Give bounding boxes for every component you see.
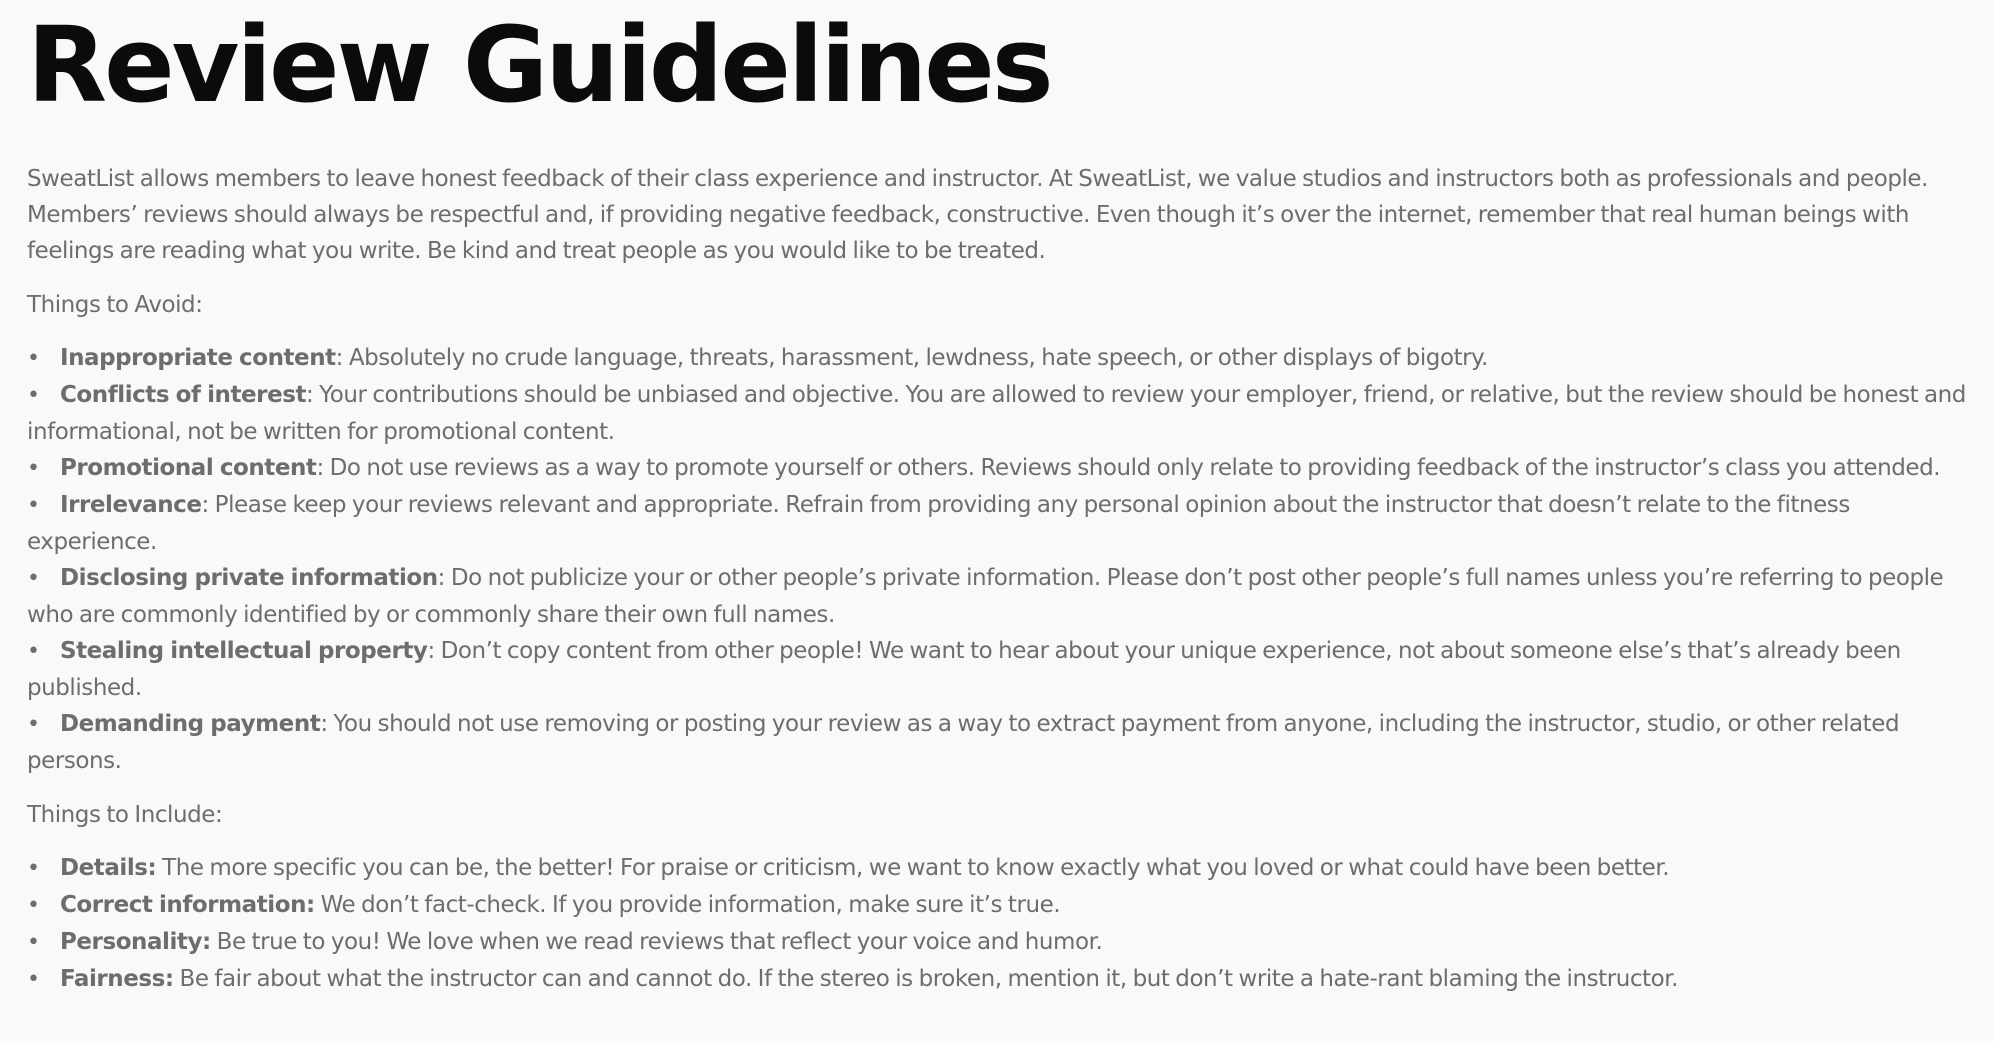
bullet-icon xyxy=(27,560,60,597)
item-text: : Your contributions should be unbiased and objective. You are allowed to review your employer, friend, or relative, but the review should be honest and informational, not be written for promotional content. xyxy=(27,382,1966,445)
bullet-icon xyxy=(27,887,60,924)
item-term: Correct information: xyxy=(60,892,315,918)
include-section-label: Things to Include: xyxy=(27,802,223,828)
list-item xyxy=(27,450,1968,487)
bullet-icon xyxy=(27,487,60,524)
item-term: Irrelevance xyxy=(60,492,202,518)
avoid-list xyxy=(27,340,1968,779)
list-item xyxy=(27,377,1968,450)
item-text: : Do not publicize your or other people’s private information. Please don’t post other people’s full names unless you’re referring to people who are commonly identified by or commonly share their own full names. xyxy=(27,565,1944,628)
bullet-icon xyxy=(27,377,60,414)
item-term: Fairness: xyxy=(60,966,174,992)
list-item xyxy=(27,924,1968,961)
list-item xyxy=(27,340,1968,377)
item-text: Be fair about what the instructor can and cannot do. If the stereo is broken, mention it, but don’t write a hate-rant blaming the instructor. xyxy=(173,966,1678,992)
item-text: : Don’t copy content from other people! We want to hear about your unique experience, not about someone else’s that’s already been published. xyxy=(27,638,1901,701)
item-term: Promotional content xyxy=(60,455,317,481)
item-text: : You should not use removing or posting your review as a way to extract payment from anyone, including the instructor, studio, or other related persons. xyxy=(27,711,1900,774)
item-term: Demanding payment xyxy=(60,711,321,737)
item-term: Conflicts of interest xyxy=(60,382,306,408)
list-item xyxy=(27,961,1968,998)
bullet-icon xyxy=(27,706,60,743)
item-term: Stealing intellectual property xyxy=(60,638,428,664)
bullet-icon xyxy=(27,633,60,670)
avoid-section-label: Things to Avoid: xyxy=(27,292,203,318)
list-item xyxy=(27,850,1968,887)
list-item xyxy=(27,706,1968,779)
intro-paragraph: SweatList allows members to leave honest feedback of their class experience and instructor. At SweatList, we value studios and instructors both as professionals and people. Members’ reviews should always be respectful and, if providing negative feedback, constructive. Even though it’s over the internet, remember that real human beings with feelings are reading what you write. Be kind and treat people as you would like to be treated. xyxy=(27,166,1928,264)
item-text: We don’t fact-check. If you provide information, make sure it’s true. xyxy=(314,892,1061,918)
item-term: Details: xyxy=(60,855,157,881)
item-text: The more specific you can be, the better! For praise or criticism, we want to know exactly what you loved or what could have been better. xyxy=(156,855,1670,881)
bullet-icon xyxy=(27,850,60,887)
list-item xyxy=(27,887,1968,924)
page-title: Review Guidelines xyxy=(27,4,1051,126)
list-item xyxy=(27,633,1968,706)
item-term: Disclosing private information xyxy=(60,565,438,591)
bullet-icon xyxy=(27,961,60,998)
bullet-icon xyxy=(27,924,60,961)
item-text: : Absolutely no crude language, threats, harassment, lewdness, hate speech, or other displays of bigotry. xyxy=(335,345,1488,371)
item-text: : Do not use reviews as a way to promote yourself or others. Reviews should only relate to providing feedback of the instructor’s class you attended. xyxy=(316,455,1941,481)
list-item xyxy=(27,560,1968,633)
item-text: : Please keep your reviews relevant and appropriate. Refrain from providing any personal opinion about the instructor that doesn’t relate to the fitness experience. xyxy=(27,492,1850,555)
item-term: Personality: xyxy=(60,929,211,955)
item-term: Inappropriate content xyxy=(60,345,336,371)
list-item xyxy=(27,487,1968,560)
item-text: Be true to you! We love when we read reviews that reflect your voice and humor. xyxy=(210,929,1103,955)
bullet-icon xyxy=(27,450,60,487)
include-list xyxy=(27,850,1968,998)
bullet-icon xyxy=(27,340,60,377)
